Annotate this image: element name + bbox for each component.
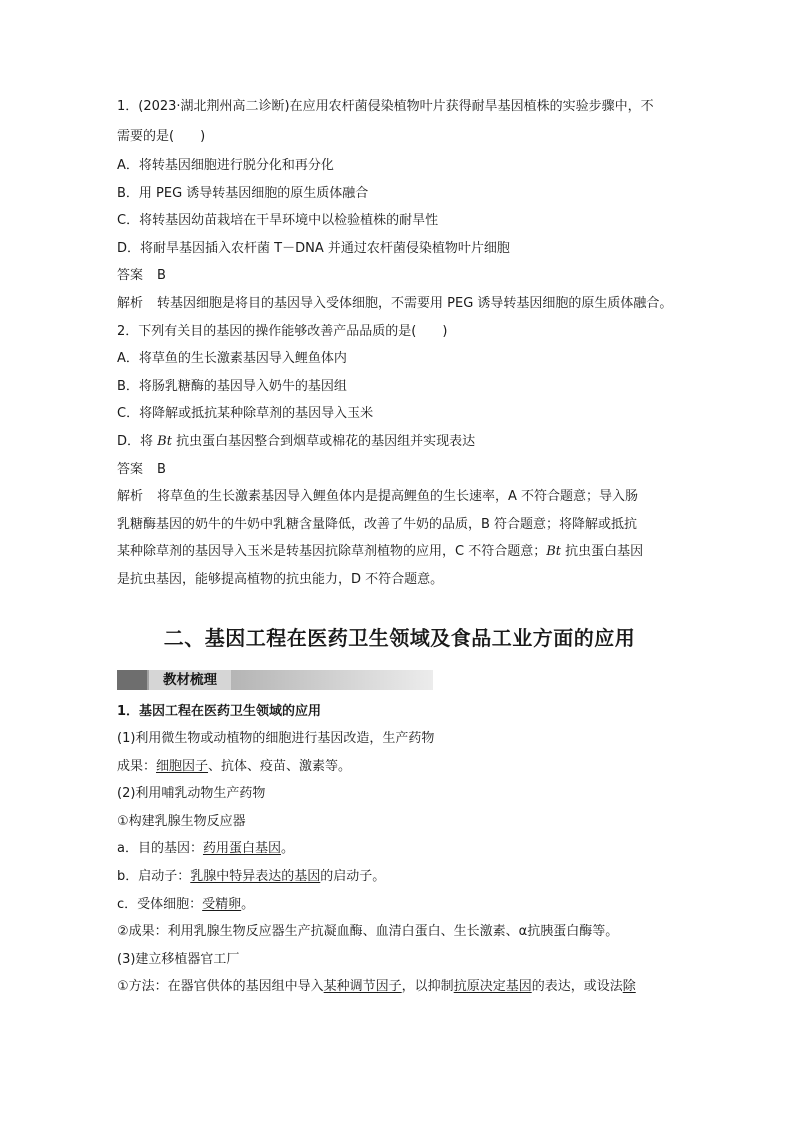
analysis-text: 转基因细胞是将目的基因导入受体细胞，不需要用 PEG 诱导转基因细胞的原生质体融合。 [157, 295, 673, 311]
item-c [117, 891, 682, 919]
q2-answer [117, 456, 682, 484]
blank-answer: 受精卵 [202, 896, 242, 912]
analysis-label: 解析 [117, 295, 144, 311]
q2-option-d-post: 抗虫蛋白基因整合到烟草或棉花的基因组并实现表达 [171, 433, 476, 449]
q2-option-d-italic: Bt [157, 433, 172, 449]
banner-label: 教材梳理 [149, 670, 231, 690]
answer-label: 答案 [117, 268, 144, 284]
q1-answer [117, 262, 682, 290]
item-label: c．受体细胞： [117, 896, 203, 912]
circle-item-1: ①构建乳腺生物反应器 [117, 813, 246, 829]
method-text: ，以抑制 [401, 979, 454, 995]
q1-analysis [117, 290, 682, 318]
q2-option-d [117, 428, 682, 456]
q1-option-b: B．用 PEG 诱导转基因细胞的原生质体融合 [117, 185, 369, 201]
blank-answer: 细胞因子 [156, 758, 209, 774]
item-a [117, 835, 682, 863]
q1-option-d: D．将耐旱基因插入农杆菌 T－DNA 并通过农杆菌侵染植物叶片细胞 [117, 240, 510, 256]
analysis-text: 将草鱼的生长激素基因导入鲤鱼体内是提高鲤鱼的生长速率，A 不符合题意；导入肠 [157, 489, 639, 505]
q1-stem-line2: 需要的是( ) [117, 129, 206, 144]
circle-item-2: ②成果：利用乳腺生物反应器生产抗凝血酶、血清白蛋白、生长激素、α抗胰蛋白酶等。 [117, 924, 619, 940]
q1-option-c: C．将转基因幼苗栽培在干旱环境中以检验植株的耐旱性 [117, 213, 439, 229]
section-banner [117, 670, 433, 690]
analysis-label: 解析 [117, 489, 144, 505]
q2-option-b: B．将肠乳糖酶的基因导入奶牛的基因组 [117, 378, 347, 394]
item-label: b．启动子： [117, 869, 191, 885]
page-content [117, 92, 682, 1001]
analysis-italic: Bt [546, 544, 561, 560]
result-1 [117, 753, 682, 781]
blank-answer: 乳腺中特异表达的基因 [190, 869, 321, 885]
section-title: 二、基因工程在医药卫生领域及食品工业方面的应用 [163, 625, 636, 650]
subheading-1: 1．基因工程在医药卫生领域的应用 [117, 703, 322, 719]
item-text: 的启动子。 [320, 869, 386, 885]
method-text: ①方法：在器官供体的基因组中导入 [117, 979, 324, 995]
q2-option-c: C．将降解或抵抗某种除草剂的基因导入玉米 [117, 406, 374, 422]
result-text: 、抗体、疫苗、激素等。 [208, 758, 352, 774]
q2-analysis-line1 [117, 483, 682, 511]
blank-answer: 抗原决定基因 [453, 979, 532, 995]
banner-block [117, 670, 147, 690]
point-3: (3)建立移植器官工厂 [117, 951, 240, 967]
item-label: a．目的基因： [117, 841, 203, 857]
q2-option-a: A．将草鱼的生长激素基因导入鲤鱼体内 [117, 351, 347, 367]
answer-value: B [157, 461, 166, 477]
method-text: 的表达，或设法 [531, 979, 623, 995]
blank-answer: 药用蛋白基因 [202, 841, 281, 857]
q2-analysis-line3 [117, 538, 682, 566]
q2-analysis-line4: 是抗虫基因，能够提高植物的抗虫能力，D 不符合题意。 [117, 571, 444, 587]
item-b [117, 863, 682, 891]
answer-value: B [157, 268, 166, 284]
item-text: 。 [241, 896, 255, 912]
analysis-text: 抗虫蛋白基因 [561, 544, 644, 560]
item-text: 。 [280, 841, 294, 857]
q2-stem: 2．下列有关目的基因的操作能够改善产品品质的是( ) [117, 323, 448, 339]
q2-option-d-pre: D．将 [117, 433, 158, 449]
q2-analysis-line2: 乳糖酶基因的奶牛的牛奶中乳糖含量降低，改善了牛奶的品质，B 符合题意；将降解或抵抗 [117, 516, 638, 532]
answer-label: 答案 [117, 461, 144, 477]
q1-option-a: A．将转基因细胞进行脱分化和再分化 [117, 158, 334, 173]
blank-answer: 除 [622, 979, 636, 995]
point-2: (2)利用哺乳动物生产药物 [117, 786, 266, 802]
method-line [117, 973, 682, 1001]
result-label: 成果： [117, 758, 157, 774]
point-1: (1)利用微生物或动植物的细胞进行基因改造，生产药物 [117, 731, 435, 747]
analysis-text: 某种除草剂的基因导入玉米是转基因抗除草剂植物的应用，C 不符合题意； [117, 544, 547, 560]
q1-stem-line1: 1．(2023·湖北荆州高二诊断)在应用农杆菌侵染植物叶片获得耐旱基因植株的实验步骤中，不 [117, 99, 654, 114]
blank-answer: 某种调节因子 [323, 979, 402, 995]
